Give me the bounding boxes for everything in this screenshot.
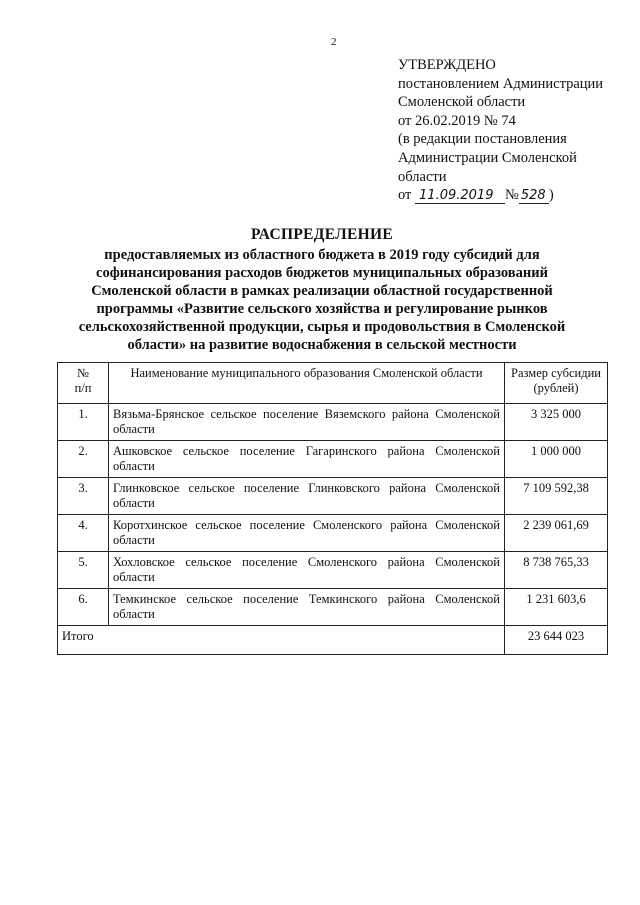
header-sum [505,363,608,404]
header-num-line2: п/п [74,381,92,395]
header-sum-line2: (рублей) [533,381,579,395]
title-line: программы «Развитие сельского хозяйства и регулирование рынков [96,301,548,317]
amendment-prefix: от [398,187,412,204]
row-name: Вязьма-Брянское сельское поселение Вяземского района Смоленской области [109,404,505,441]
row-number: 3. [58,478,109,515]
row-number: 1. [58,404,109,441]
table-row [58,552,608,589]
approval-line: от 26.02.2019 № 74 [398,112,516,129]
row-name: Ашковское сельское поселение Гагаринского района Смоленской области [109,441,505,478]
handwritten-number: 528 [519,189,549,204]
page-number: 2 [331,36,337,48]
row-number: 6. [58,589,109,626]
document-title [60,226,584,354]
amendment-number-sign: № [505,187,519,204]
table-row [58,404,608,441]
title-line: софинансирования расходов бюджетов муниципальных образований [96,265,548,281]
row-sum: 7 109 592,38 [505,478,608,515]
row-number: 2. [58,441,109,478]
handwritten-date: 11.09.2019 [415,189,505,204]
row-sum: 2 239 061,69 [505,515,608,552]
approval-line: постановлением Администрации [398,75,604,92]
table-row [58,589,608,626]
row-number: 4. [58,515,109,552]
title-line: Смоленской области в рамках реализации областной государственной [91,283,553,299]
amendment-line [398,186,630,205]
row-sum: 1 231 603,6 [505,589,608,626]
row-name: Коротхинское сельское поселение Смоленского района Смоленской области [109,515,505,552]
row-number: 5. [58,552,109,589]
approval-stamp [398,56,630,205]
header-num-line1: № [77,366,89,380]
header-sum-line1: Размер субсидии [511,366,601,380]
row-sum: 8 738 765,33 [505,552,608,589]
header-name: Наименование муниципального образования Смоленской области [109,363,505,404]
title-line: сельскохозяйственной продукции, сырья и продовольствия в Смоленской [78,319,566,335]
total-sum: 23 644 023 [505,626,608,655]
title-line: предоставляемых из областного бюджета в 2019 году субсидий для [104,247,540,263]
row-sum: 1 000 000 [505,441,608,478]
table-row [58,478,608,515]
approval-heading: УТВЕРЖДЕНО [398,57,496,73]
total-label: Итого [58,626,505,655]
subsidy-table [57,362,608,655]
table-total-row [58,626,608,655]
header-num [58,363,109,404]
table-header-row [58,363,608,404]
approval-line: области [398,168,447,185]
row-name: Глинковское сельское поселение Глинковского района Смоленской области [109,478,505,515]
table-row [58,515,608,552]
title-main: РАСПРЕДЕЛЕНИЕ [251,226,393,243]
row-sum: 3 325 000 [505,404,608,441]
approval-line: Администрации Смоленской [398,149,577,166]
table-row [58,441,608,478]
approval-line: Смоленской области [398,94,526,111]
title-line: области» на развитие водоснабжения в сельской местности [127,337,517,353]
row-name: Темкинское сельское поселение Темкинского района Смоленской области [109,589,505,626]
row-name: Хохловское сельское поселение Смоленского района Смоленской области [109,552,505,589]
amendment-suffix: ) [548,187,554,204]
approval-line: (в редакции постановления [398,131,567,148]
